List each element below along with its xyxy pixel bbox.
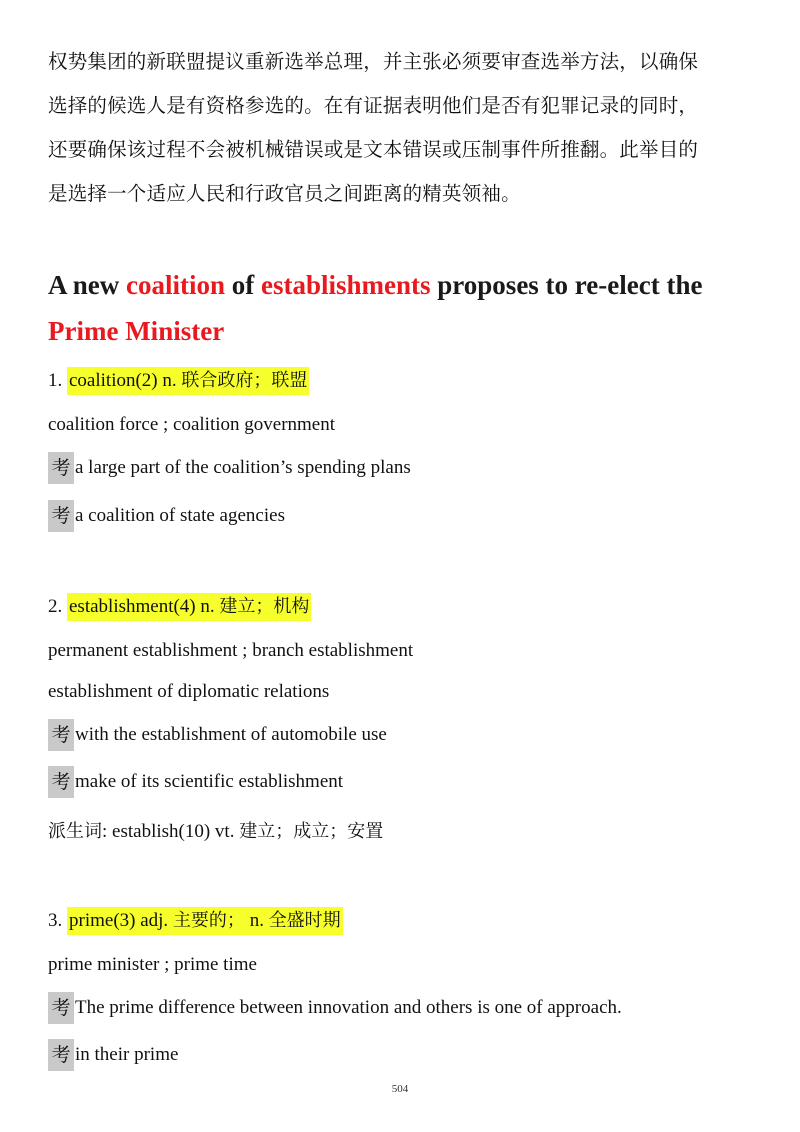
entry-heading-establishment: 2. establishment(4) n. 建立；机构 xyxy=(48,592,311,618)
phrase-line: coalition force ; coalition government xyxy=(48,414,336,435)
chinese-intro-paragraph xyxy=(48,40,763,216)
derived-word-line: 派生词: establish(10) vt. 建立；成立；安置 xyxy=(48,821,384,842)
exam-example: 考 a large part of the coalition’s spending plans xyxy=(48,452,411,484)
keyword-establishments: establishments xyxy=(261,270,431,300)
intro-line: 还要确保该过程不会被机械错误或是文本错误或压制事件所推翻。此举目的 xyxy=(48,138,699,161)
entry-highlight: prime(3) adj. 主要的； n. 全盛时期 xyxy=(67,907,343,935)
phrase-line: prime minister ; prime time xyxy=(48,954,257,975)
exam-mark-badge: 考 xyxy=(48,719,74,751)
entry-highlight: establishment(4) n. 建立；机构 xyxy=(67,593,311,621)
intro-line: 是选择一个适应人民和行政官员之间距离的精英领袖。 xyxy=(48,182,521,205)
entry-heading-coalition: 1. coalition(2) n. 联合政府；联盟 xyxy=(48,366,309,392)
exam-example: 考 a coalition of state agencies xyxy=(48,500,285,532)
exam-mark-badge: 考 xyxy=(48,992,74,1024)
headline-line-1: A new coalition of establishments proposes to re-elect the xyxy=(48,270,703,300)
entry-highlight: coalition(2) n. 联合政府；联盟 xyxy=(67,367,309,395)
keyword-prime-minister: Prime Minister xyxy=(48,316,225,346)
phrase-line: permanent establishment ; branch establishment xyxy=(48,640,414,661)
entry-heading-prime: 3. prime(3) adj. 主要的； n. 全盛时期 xyxy=(48,906,343,932)
exam-example: 考 make of its scientific establishment xyxy=(48,766,343,798)
exam-mark-badge: 考 xyxy=(48,766,74,798)
exam-example: 考 The prime difference between innovation and others is one of approach. xyxy=(48,992,622,1024)
exam-example: 考 with the establishment of automobile use xyxy=(48,719,387,751)
page-number: 504 xyxy=(391,1083,409,1095)
exam-mark-badge: 考 xyxy=(48,500,74,532)
exam-mark-badge: 考 xyxy=(48,452,74,484)
exam-mark-badge: 考 xyxy=(48,1039,74,1071)
exam-example: 考 in their prime xyxy=(48,1039,178,1071)
headline xyxy=(48,262,768,354)
phrase-line: establishment of diplomatic relations xyxy=(48,681,330,702)
intro-line: 权势集团的新联盟提议重新选举总理，并主张必须要审查选举方法，以确保 xyxy=(48,50,699,73)
intro-line: 选择的候选人是有资格参选的。在有证据表明他们是否有犯罪记录的同时， xyxy=(48,94,699,117)
keyword-coalition: coalition xyxy=(126,270,226,300)
